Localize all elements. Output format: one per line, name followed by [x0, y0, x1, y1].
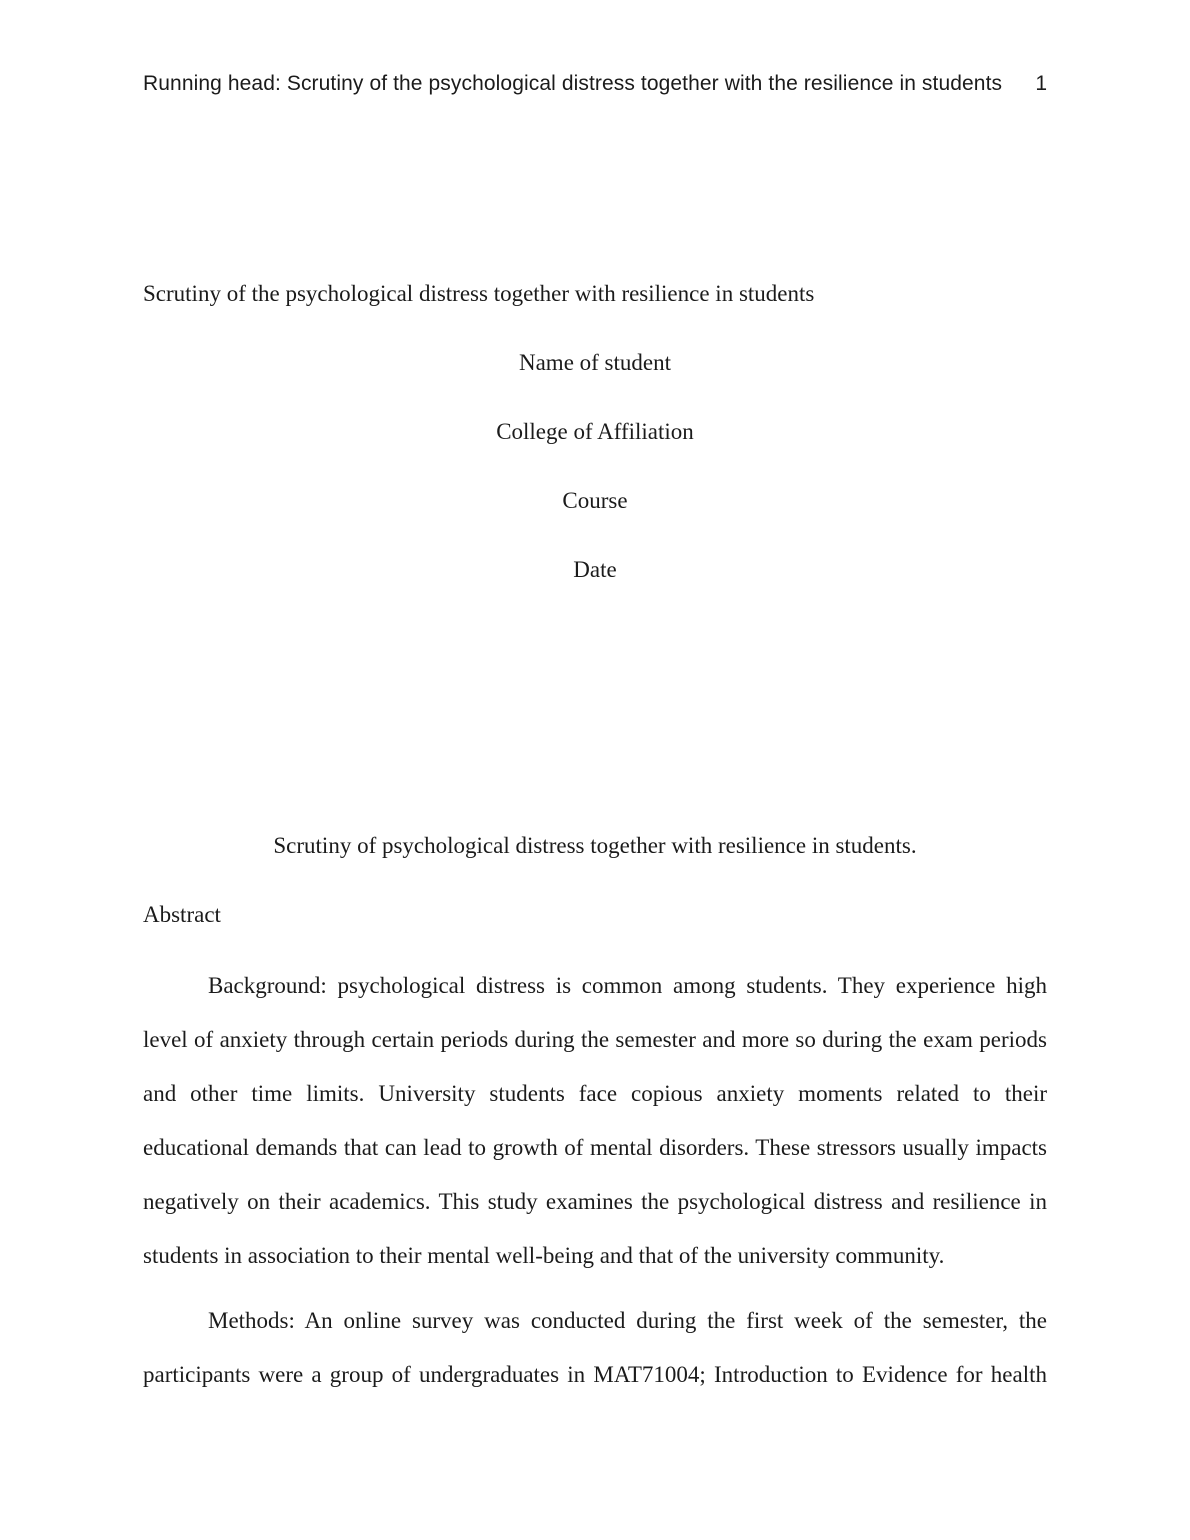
abstract-section-title: Scrutiny of psychological distress together with resilience in students.	[273, 833, 917, 858]
college-affiliation-line: College of Affiliation	[496, 419, 694, 444]
paragraph-line: negatively on their academics. This study examines the psychological distress and resilience in	[143, 1189, 1047, 1214]
page-header	[143, 72, 1047, 96]
date-line: Date	[573, 557, 617, 582]
document-title: Scrutiny of the psychological distress together with resilience in students	[143, 281, 815, 306]
paragraph-line: students in association to their mental well-being and that of the university community.	[143, 1243, 945, 1268]
page-number: 1	[1035, 72, 1047, 95]
paragraph-line: and other time limits. University students face copious anxiety moments related to their	[143, 1081, 1047, 1106]
running-head: Running head: Scrutiny of the psychological distress together with the resilience in students	[143, 72, 1003, 95]
paragraph-line: Methods: An online survey was conducted during the first week of the semester, the	[208, 1308, 1047, 1333]
course-line: Course	[562, 488, 628, 513]
abstract-paragraph-methods	[143, 1294, 1047, 1402]
paragraph-line: level of anxiety through certain periods during the semester and more so during the exam periods	[143, 1027, 1047, 1052]
paragraph-line: educational demands that can lead to growth of mental disorders. These stressors usually impacts	[143, 1135, 1047, 1160]
paragraph-line: participants were a group of undergraduates in MAT71004; Introduction to Evidence for health	[143, 1362, 1047, 1387]
author-name-line: Name of student	[518, 350, 671, 375]
paragraph-line: Background: psychological distress is common among students. They experience high	[208, 973, 1047, 998]
abstract-paragraph-background	[143, 959, 1047, 1283]
abstract-heading: Abstract	[143, 902, 221, 927]
